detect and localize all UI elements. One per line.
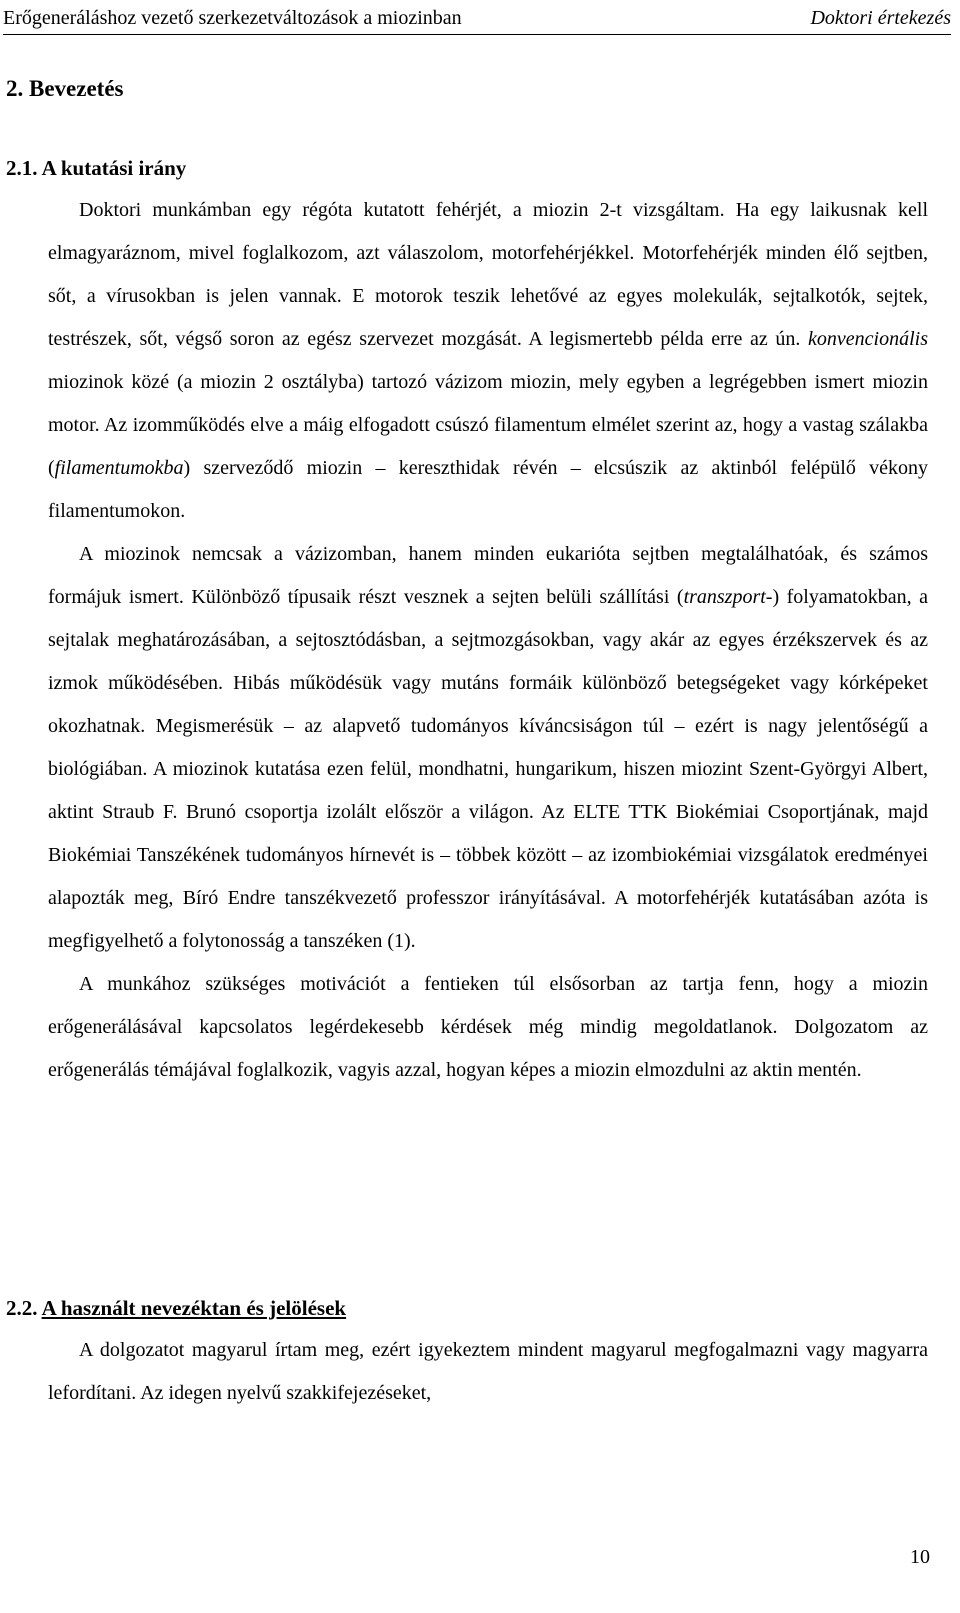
text-run: A munkához szükséges motivációt a fentieken túl elsősorban az tartja fenn, hogy a miozin erőgenerálásával kapcsolatos legérdekesebb kérdések még mindig megoldatlanok. Dolgozatom az erőgenerálás témájával foglalkozik, vagyis azzal, hogyan képes a miozin elmozdulni az aktin mentén. <box>48 973 928 1081</box>
subsection-2-number: 2.2. <box>6 1296 38 1320</box>
text-run: miozinok közé (a miozin 2 osztályba) tartozó vázizom miozin, mely egyben a legrégebben ismert miozin motor. Az izomműködés elve a máig elfogadott csúszó filamentum elmélet szerint az, hogy a vastag szálakba ( <box>48 371 928 479</box>
paragraph <box>48 963 928 1092</box>
section-title: Bevezetés <box>29 76 124 101</box>
subsection-1-body <box>48 189 928 1092</box>
italic-term: konvencionális <box>808 328 928 350</box>
subsection-1-heading <box>6 154 186 182</box>
header-title: Erőgeneráláshoz vezető szerkezetváltozások a miozinban <box>3 7 462 29</box>
header-doc-type: Doktori értekezés <box>810 7 951 29</box>
section-number: 2. <box>6 76 24 101</box>
text-run: Doktori munkámban egy régóta kutatott fehérjét, a miozin 2-t vizsgáltam. Ha egy laikusnak kell elmagyaráznom, mivel foglalkozom, azt válaszolom, motorfehérjékkel. Motorfehérjék minden élő sejtben, sőt, a vírusokban is jelen vannak. E motorok teszik lehetővé az egyes molekulák, sejtalkotók, sejtek, testrészek, sőt, végső soron az egész szervezet mozgását. A legismertebb példa erre az ún. <box>48 199 928 350</box>
text-run: A miozinok nemcsak a vázizomban, hanem minden eukarióta sejtben megtalálhatóak, és számos formájuk ismert. Különböző típusaik részt vesznek a sejten belüli szállítási ( <box>48 543 928 608</box>
text-run: ) folyamatokban, a sejtalak meghatározásában, a sejtosztódásban, a sejtmozgásokban, vagy akár az egyes érzékszervek és az izmok működésében. Hibás működésük vagy mutáns formáik különböző betegségeket vagy kórképeket okozhatnak. Megismerésük – az alapvető tudományos kíváncsiságon túl – ezért is nagy jelentőségű a biológiában. A miozinok kutatása ezen felül, mondhatni, hungarikum, hiszen miozint Szent-Györgyi Albert, aktint Straub F. Brunó csoportja izolált először a világon. Az ELTE TTK Biokémiai Csoportjának, majd Biokémiai Tanszékének tudományos hírnevét is – többek között – az izombiokémiai vizsgálatok eredményei alapozták meg, Bíró Endre tanszékvezető professzor irányításával. A motorfehérjék kutatásában azóta is megfigyelhető a folytonosság a tanszéken (1). <box>48 586 929 952</box>
subsection-2-title: A használt nevezéktan és jelölések <box>41 1296 347 1320</box>
page-header <box>3 4 951 35</box>
italic-term: filamentumokba <box>54 457 184 479</box>
page-number: 10 <box>910 1546 930 1568</box>
italic-term: transzport- <box>683 586 773 608</box>
subsection-1-number: 2.1. <box>6 156 38 180</box>
text-run: A dolgozatot magyarul írtam meg, ezért igyekeztem mindent magyarul megfogalmazni vagy magyarra lefordítani. Az idegen nyelvű szakkifejezéseket, <box>48 1339 928 1404</box>
paragraph <box>48 533 928 963</box>
subsection-1-title: A kutatási irány <box>41 156 187 180</box>
paragraph <box>48 189 928 533</box>
paragraph <box>48 1329 928 1415</box>
text-run: ) szerveződő miozin – kereszthidak révén – elcsúszik az aktinból felépülő vékony filamentumokon. <box>48 457 928 522</box>
subsection-2-body <box>48 1329 928 1415</box>
section-heading <box>6 74 124 104</box>
subsection-2-heading <box>6 1294 346 1322</box>
